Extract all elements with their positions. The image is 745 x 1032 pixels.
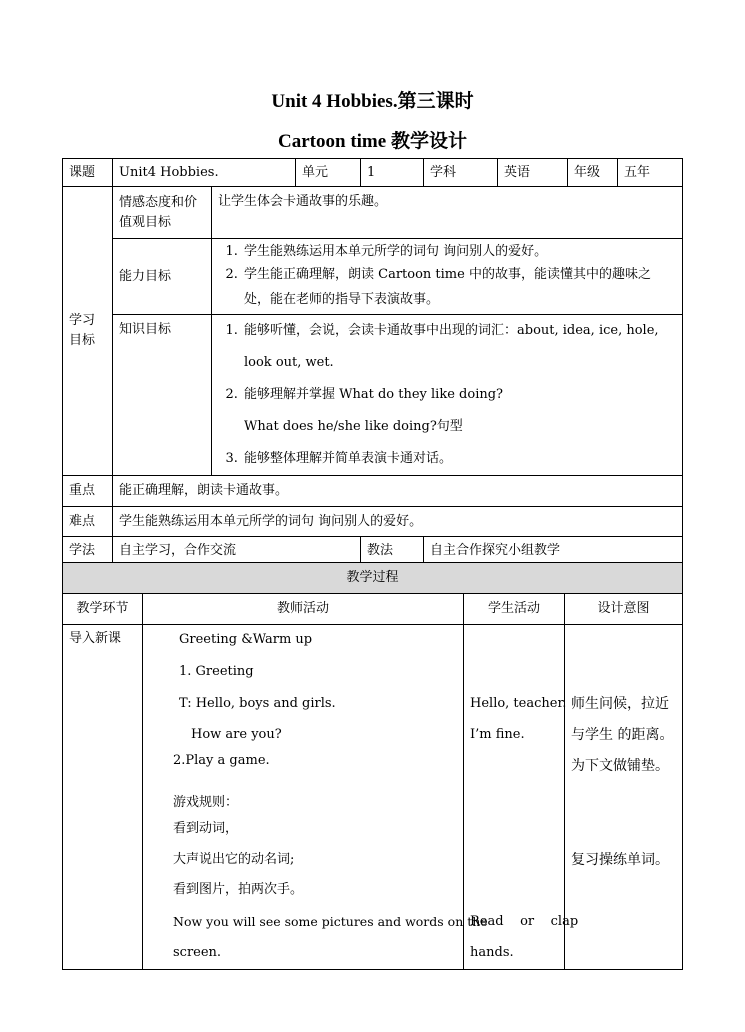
knowledge-objective-row: [63, 315, 683, 476]
ability-label: 能力目标: [113, 239, 212, 315]
teacher-line: 游戏规则：: [173, 795, 239, 810]
teacher-line: 看到动词，: [173, 821, 239, 836]
knowledge-item1-line2: look out, wet.: [244, 355, 334, 370]
column-intent: 设计意图: [565, 594, 683, 625]
column-teacher: 教师活动: [143, 594, 464, 625]
intent-line: 与学生 的距离。: [571, 727, 674, 743]
knowledge-item: 3. 能够整体理解并简单表演卡通对话。: [242, 443, 676, 475]
student-activity-cell: [464, 625, 579, 970]
intent-line: 复习操练单词。: [571, 852, 669, 868]
teacher-line: Now you will see some pictures and words on the: [173, 914, 488, 929]
subject-label: 学科: [424, 159, 498, 187]
emotion-label-line1: 情感态度和价: [119, 194, 198, 210]
emotion-label-line2: 值观目标: [119, 214, 172, 230]
knowledge-content: [212, 315, 683, 476]
process-header: 教学过程: [63, 563, 683, 594]
objectives-label-line2: 目标: [69, 333, 96, 348]
knowledge-label: 知识目标: [113, 315, 212, 476]
ability-objective-row: [63, 239, 683, 315]
subject-value: 英语: [498, 159, 568, 187]
process-columns-row: [63, 594, 683, 625]
emotion-content: 让学生体会卡通故事的乐趣。: [212, 187, 683, 239]
teacher-line: 1. Greeting: [179, 664, 254, 679]
teach-method-label: 教法: [361, 537, 424, 565]
method-row: [63, 537, 683, 565]
knowledge-item2-line1: 2. 能够理解并掌握 What do they like doing?: [244, 387, 504, 402]
ability-item: 1. 学生能熟练运用本单元所学的词句 询问别人的爱好。: [242, 242, 676, 262]
knowledge-item1-line1: 1. 能够听懂，会说，会读卡通故事中出现的词汇：about, idea, ice, hole,: [244, 323, 659, 338]
teacher-line: screen.: [173, 945, 222, 960]
knowledge-item: [242, 379, 676, 443]
document-subtitle: Cartoon time 教学设计: [278, 131, 467, 152]
unit-label: 单元: [296, 159, 361, 187]
column-student: 学生活动: [464, 594, 565, 625]
topic-value: Unit4 Hobbies.: [113, 159, 296, 187]
teacher-line: 看到图片，拍两次手。: [173, 882, 304, 897]
document-title: Unit 4 Hobbies.第三课时: [271, 91, 474, 112]
stage-cell: 导入新课: [63, 625, 143, 970]
info-row: [63, 159, 683, 187]
column-stage: 教学环节: [63, 594, 143, 625]
objectives-label-line1: 学习: [69, 313, 96, 328]
teacher-line: 大声说出它的动名词;: [173, 852, 295, 867]
teacher-line: 2.Play a game.: [173, 753, 270, 768]
teacher-line: How are you?: [191, 727, 282, 742]
teach-method-value: 自主合作探究小组教学: [424, 537, 683, 565]
emotion-label: [113, 187, 212, 239]
teacher-line: T: Hello, boys and girls.: [179, 696, 336, 711]
teacher-line: Greeting &Warm up: [179, 632, 313, 647]
key-point-content: 能正确理解，朗读卡通故事。: [113, 476, 683, 507]
objectives-label: [63, 187, 113, 476]
grade-value: 五年: [618, 159, 683, 187]
difficulty-content: 学生能熟练运用本单元所学的词句 询问别人的爱好。: [113, 507, 683, 537]
ability-content: [212, 239, 683, 315]
student-line: Hello, teacher.: [470, 696, 567, 711]
unit-value: 1: [361, 159, 424, 187]
difficulty-label: 难点: [63, 507, 113, 537]
grade-label: 年级: [568, 159, 618, 187]
difficulty-row: [63, 507, 683, 537]
teacher-activity-cell: [143, 625, 488, 970]
process-row: [63, 625, 683, 970]
info-table: [62, 158, 683, 565]
process-table: [62, 562, 683, 970]
key-point-label: 重点: [63, 476, 113, 507]
study-method-label: 学法: [63, 537, 113, 565]
ability-item: 2. 学生能正确理解，朗读 Cartoon time 中的故事，能读懂其中的趣味之处，能在老师的指导下表演故事。: [242, 262, 676, 312]
student-line: I’m fine.: [470, 727, 525, 742]
knowledge-item2-line2: What does he/she like doing?句型: [244, 419, 463, 434]
intent-line: 为下文做铺垫。: [571, 758, 669, 774]
student-line: hands.: [470, 945, 514, 960]
knowledge-item: [242, 315, 676, 379]
key-point-row: [63, 476, 683, 507]
study-method-value: 自主学习，合作交流: [113, 537, 361, 565]
process-header-row: [63, 563, 683, 594]
intent-line: 师生问候，拉近: [571, 696, 669, 712]
intent-cell: [565, 625, 683, 970]
student-line: Read or clap: [470, 914, 579, 929]
topic-label: 课题: [63, 159, 113, 187]
emotion-objective-row: [63, 187, 683, 239]
